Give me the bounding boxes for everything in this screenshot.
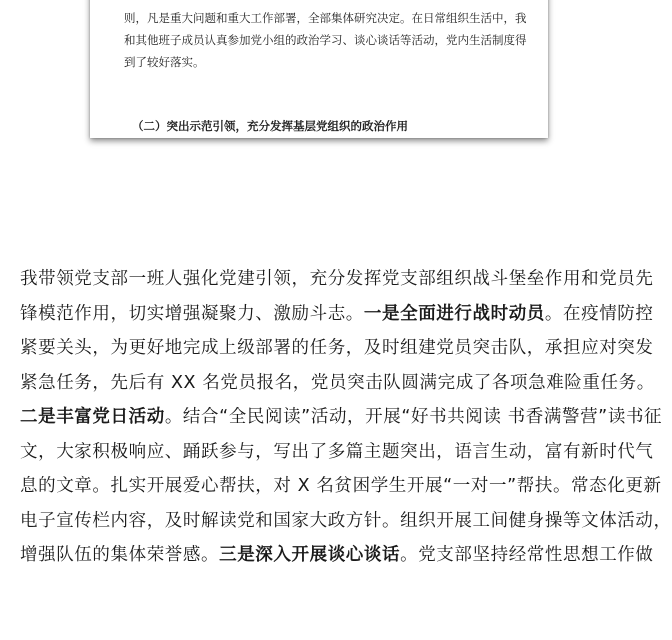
- text-run: 增强队伍的集体荣誉感。: [20, 545, 220, 565]
- body-line: [20, 366, 655, 401]
- preview-line: 到了较好落实。: [124, 55, 205, 69]
- body-line: [20, 504, 672, 539]
- text-run: 。在疫情防控: [544, 303, 654, 324]
- bold-phrase: 二是丰富党日活动: [20, 407, 165, 427]
- preview-line: [124, 0, 524, 7]
- text-run: 紧要关头，为更好地完成上级部署的任务，及时组建党员突击队，承担应对突发: [20, 338, 654, 358]
- text-run: 锋模范作用，切实增强凝聚力、激励斗志。: [20, 303, 364, 324]
- document-preview-card: [90, 0, 548, 138]
- body-paragraph: [20, 262, 672, 573]
- body-line: [20, 469, 662, 504]
- body-line: [20, 297, 654, 332]
- bold-phrase: 一是全面进行战时动员: [363, 303, 545, 324]
- preview-line: 则，凡是重大问题和重大工作部署，全部集体研究决定。在日常组织生活中，我: [124, 11, 527, 25]
- preview-paragraph: [124, 0, 527, 73]
- body-line: [20, 538, 654, 573]
- body-line: [20, 262, 654, 297]
- text-run: 电子宣传栏内容，及时解读党和国家大政方针。组织开展工间健身操等文体活动，: [20, 510, 672, 531]
- text-run: 。党支部坚持经常性思想工作做: [400, 545, 654, 565]
- body-line: [20, 331, 654, 366]
- bold-phrase: 三是深入开展谈心谈话: [219, 545, 401, 565]
- text-run: 紧急任务，先后有 XX 名党员报名，党员突击队圆满完成了各项急难险重任务。: [20, 372, 655, 393]
- text-run: 我带领党支部一班人强化党建引领，充分发挥党支部组织战斗堡垒作用和党员先: [20, 269, 654, 289]
- body-line: [20, 400, 663, 435]
- preview-section-heading: （二）突出示范引领，充分发挥基层党组织的政治作用: [132, 119, 408, 133]
- body-line: [20, 435, 654, 470]
- text-run: 。结合“全民阅读”活动，开展“好书共阅读 书香满警营”读书征: [164, 407, 663, 427]
- text-run: 文，大家积极响应、踊跃参与，写出了多篇主题突出，语言生动，富有新时代气: [20, 441, 654, 462]
- preview-line: 和其他班子成员认真参加党小组的政治学习、谈心谈话等活动，党内生活制度得: [124, 33, 527, 47]
- text-run: 息的文章。扎实开展爱心帮扶，对 X 名贫困学生开展“一对一”帮扶。常态化更新: [20, 476, 662, 496]
